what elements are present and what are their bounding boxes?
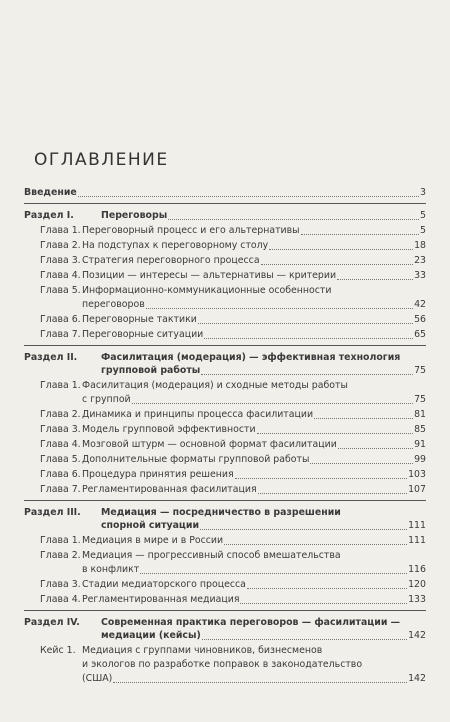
- entry-label: Глава 2.: [40, 550, 81, 561]
- chapter-entry[interactable]: [24, 408, 426, 421]
- chapter-entry[interactable]: [24, 224, 426, 237]
- chapter-entry[interactable]: [24, 563, 426, 576]
- entry-title: с группой: [82, 394, 131, 405]
- chapter-entry[interactable]: [24, 549, 426, 562]
- entry-title: Динамика и принципы процесса фасилитации: [82, 409, 314, 420]
- entry-label: Раздел I.: [24, 210, 74, 221]
- leader-dots: [257, 432, 413, 434]
- toc-section: [24, 209, 426, 341]
- page-number: 75: [414, 394, 426, 405]
- entry-label: Глава 5.: [40, 285, 81, 296]
- entry-title: Фасилитация (модерация) и сходные методы работы: [82, 380, 348, 391]
- entry-title: (США): [82, 673, 113, 684]
- leader-dots: [261, 263, 413, 265]
- section-heading[interactable]: [24, 351, 426, 364]
- chapter-entry[interactable]: [24, 438, 426, 451]
- toc-section: [24, 351, 426, 496]
- leader-dots: [258, 492, 407, 494]
- chapter-entry[interactable]: [24, 534, 426, 547]
- page-number: 5: [420, 225, 426, 236]
- entry-label: Глава 7.: [40, 484, 81, 495]
- entry-label: Раздел III.: [24, 507, 81, 518]
- leader-dots: [235, 477, 407, 479]
- leader-dots: [201, 373, 413, 375]
- section-heading[interactable]: [24, 519, 426, 532]
- entry-label: Глава 4.: [40, 270, 81, 281]
- entry-title: Регламентированная медиация: [82, 594, 240, 605]
- leader-dots: [198, 322, 413, 324]
- entry-label: Раздел II.: [24, 352, 78, 363]
- leader-dots: [310, 462, 413, 464]
- chapter-entry[interactable]: [24, 239, 426, 252]
- chapter-entry[interactable]: [24, 468, 426, 481]
- page-number: 23: [414, 255, 426, 266]
- entry-label: Глава 3.: [40, 579, 81, 590]
- entry-title: и экологов по разработке поправок в законодательство: [82, 659, 363, 670]
- entry-title: Процедура принятия решения: [82, 469, 234, 480]
- entry-title: На подступах к переговорному столу: [82, 240, 269, 251]
- case-entry[interactable]: [24, 672, 426, 685]
- entry-label: Кейс 1.: [40, 645, 76, 656]
- entry-title: Современная практика переговоров — фасилитации —: [101, 617, 401, 628]
- entry-title: Переговорные ситуации: [82, 329, 204, 340]
- toc-sections: [24, 209, 426, 685]
- chapter-entry[interactable]: [24, 379, 426, 392]
- case-entry[interactable]: [24, 658, 426, 671]
- chapter-entry[interactable]: [24, 298, 426, 311]
- toc-intro[interactable]: [24, 186, 426, 199]
- page-number: 111: [408, 520, 426, 531]
- page-number: 133: [408, 594, 426, 605]
- page-number: 5: [420, 210, 426, 221]
- entry-label: Глава 2.: [40, 240, 81, 251]
- page-number: 33: [414, 270, 426, 281]
- entry-title: медиации (кейсы): [101, 630, 201, 641]
- entry-label: Глава 3.: [40, 424, 81, 435]
- page-number: 75: [414, 365, 426, 376]
- chapter-entry[interactable]: [24, 393, 426, 406]
- leader-dots: [132, 402, 413, 404]
- leader-dots: [224, 543, 407, 545]
- leader-dots: [140, 572, 407, 574]
- entry-title: Медиация в мире и в России: [82, 535, 224, 546]
- chapter-entry[interactable]: [24, 328, 426, 341]
- entry-label: Глава 4.: [40, 439, 81, 450]
- section-heading[interactable]: [24, 209, 426, 222]
- section-heading[interactable]: [24, 616, 426, 629]
- leader-dots: [314, 417, 413, 419]
- entry-title: Позиции — интересы — альтернативы — критерии: [82, 270, 337, 281]
- leader-dots: [78, 195, 419, 197]
- entry-title: в конфликт: [82, 564, 140, 575]
- entry-title: Медиация — посредничество в разрешении: [101, 507, 341, 518]
- entry-label: Глава 1.: [40, 535, 81, 546]
- entry-label: Глава 3.: [40, 255, 81, 266]
- entry-title: Дополнительные форматы групповой работы: [82, 454, 310, 465]
- entry-title: Стратегия переговорного процесса: [82, 255, 260, 266]
- entry-label: Глава 1.: [40, 225, 81, 236]
- page-number: 42: [414, 299, 426, 310]
- leader-dots: [146, 307, 413, 309]
- divider: [24, 500, 426, 501]
- entry-title: переговоров: [82, 299, 145, 310]
- entry-title: Медиация — прогрессивный способ вмешательства: [82, 550, 341, 561]
- entry-label: Глава 7.: [40, 329, 81, 340]
- entry-title: Переговорный процесс и его альтернативы: [82, 225, 300, 236]
- entry-title: Стадии медиаторского процесса: [82, 579, 246, 590]
- chapter-entry[interactable]: [24, 423, 426, 436]
- chapter-entry[interactable]: [24, 284, 426, 297]
- leader-dots: [204, 337, 413, 339]
- leader-dots: [202, 638, 407, 640]
- entry-label: Раздел IV.: [24, 617, 80, 628]
- entry-label: Глава 4.: [40, 594, 81, 605]
- entry-title: Модель групповой эффективности: [82, 424, 256, 435]
- entry-title: спорной ситуации: [101, 520, 200, 531]
- section-heading[interactable]: [24, 364, 426, 377]
- divider: [24, 610, 426, 611]
- page-number: 85: [414, 424, 426, 435]
- entry-label: Глава 6.: [40, 469, 81, 480]
- page-number: 116: [408, 564, 426, 575]
- page-number: 142: [408, 630, 426, 641]
- chapter-entry[interactable]: [24, 254, 426, 267]
- chapter-entry[interactable]: [24, 483, 426, 496]
- page-number: 142: [408, 673, 426, 684]
- page-number: 65: [414, 329, 426, 340]
- leader-dots: [113, 681, 407, 683]
- entry-label: Глава 1.: [40, 380, 81, 391]
- entry-title: Переговоры: [101, 210, 168, 221]
- chapter-entry[interactable]: [24, 313, 426, 326]
- entry-label: Глава 5.: [40, 454, 81, 465]
- page-number: 56: [414, 314, 426, 325]
- chapter-entry[interactable]: [24, 269, 426, 282]
- leader-dots: [269, 248, 413, 250]
- leader-dots: [247, 587, 407, 589]
- leader-dots: [337, 278, 413, 280]
- page-number: 91: [414, 439, 426, 450]
- divider: [24, 203, 426, 204]
- entry-title: Переговорные тактики: [82, 314, 197, 325]
- chapter-entry[interactable]: [24, 453, 426, 466]
- page-number: 99: [414, 454, 426, 465]
- table-of-contents: [24, 186, 426, 685]
- page-number: 120: [408, 579, 426, 590]
- page-title: ОГЛАВЛЕНИЕ: [34, 150, 169, 170]
- toc-section: [24, 616, 426, 685]
- leader-dots: [301, 233, 419, 235]
- chapter-entry[interactable]: [24, 578, 426, 591]
- chapter-entry[interactable]: [24, 593, 426, 606]
- leader-dots: [200, 528, 407, 530]
- section-heading[interactable]: [24, 629, 426, 642]
- page-number: 111: [408, 535, 426, 546]
- divider: [24, 345, 426, 346]
- page-number: 81: [414, 409, 426, 420]
- leader-dots: [168, 218, 419, 220]
- page-number: 107: [408, 484, 426, 495]
- toc-intro-label: Введение: [24, 187, 77, 198]
- page-number: 3: [420, 187, 426, 198]
- entry-title: Фасилитация (модерация) — эффективная технология: [101, 352, 401, 363]
- entry-label: Глава 6.: [40, 314, 81, 325]
- entry-title: Медиация с группами чиновников, бизнесменов: [82, 645, 323, 656]
- section-heading[interactable]: [24, 506, 426, 519]
- page-number: 18: [414, 240, 426, 251]
- entry-title: групповой работы: [101, 365, 201, 376]
- entry-title: Информационно-коммуникационные особенности: [82, 285, 332, 296]
- entry-title: Мозговой штурм — основной формат фасилитации: [82, 439, 337, 450]
- leader-dots: [240, 602, 407, 604]
- entry-title: Регламентированная фасилитация: [82, 484, 257, 495]
- case-entry[interactable]: [24, 644, 426, 657]
- entry-label: Глава 2.: [40, 409, 81, 420]
- leader-dots: [338, 447, 413, 449]
- page-number: 103: [408, 469, 426, 480]
- toc-section: [24, 506, 426, 606]
